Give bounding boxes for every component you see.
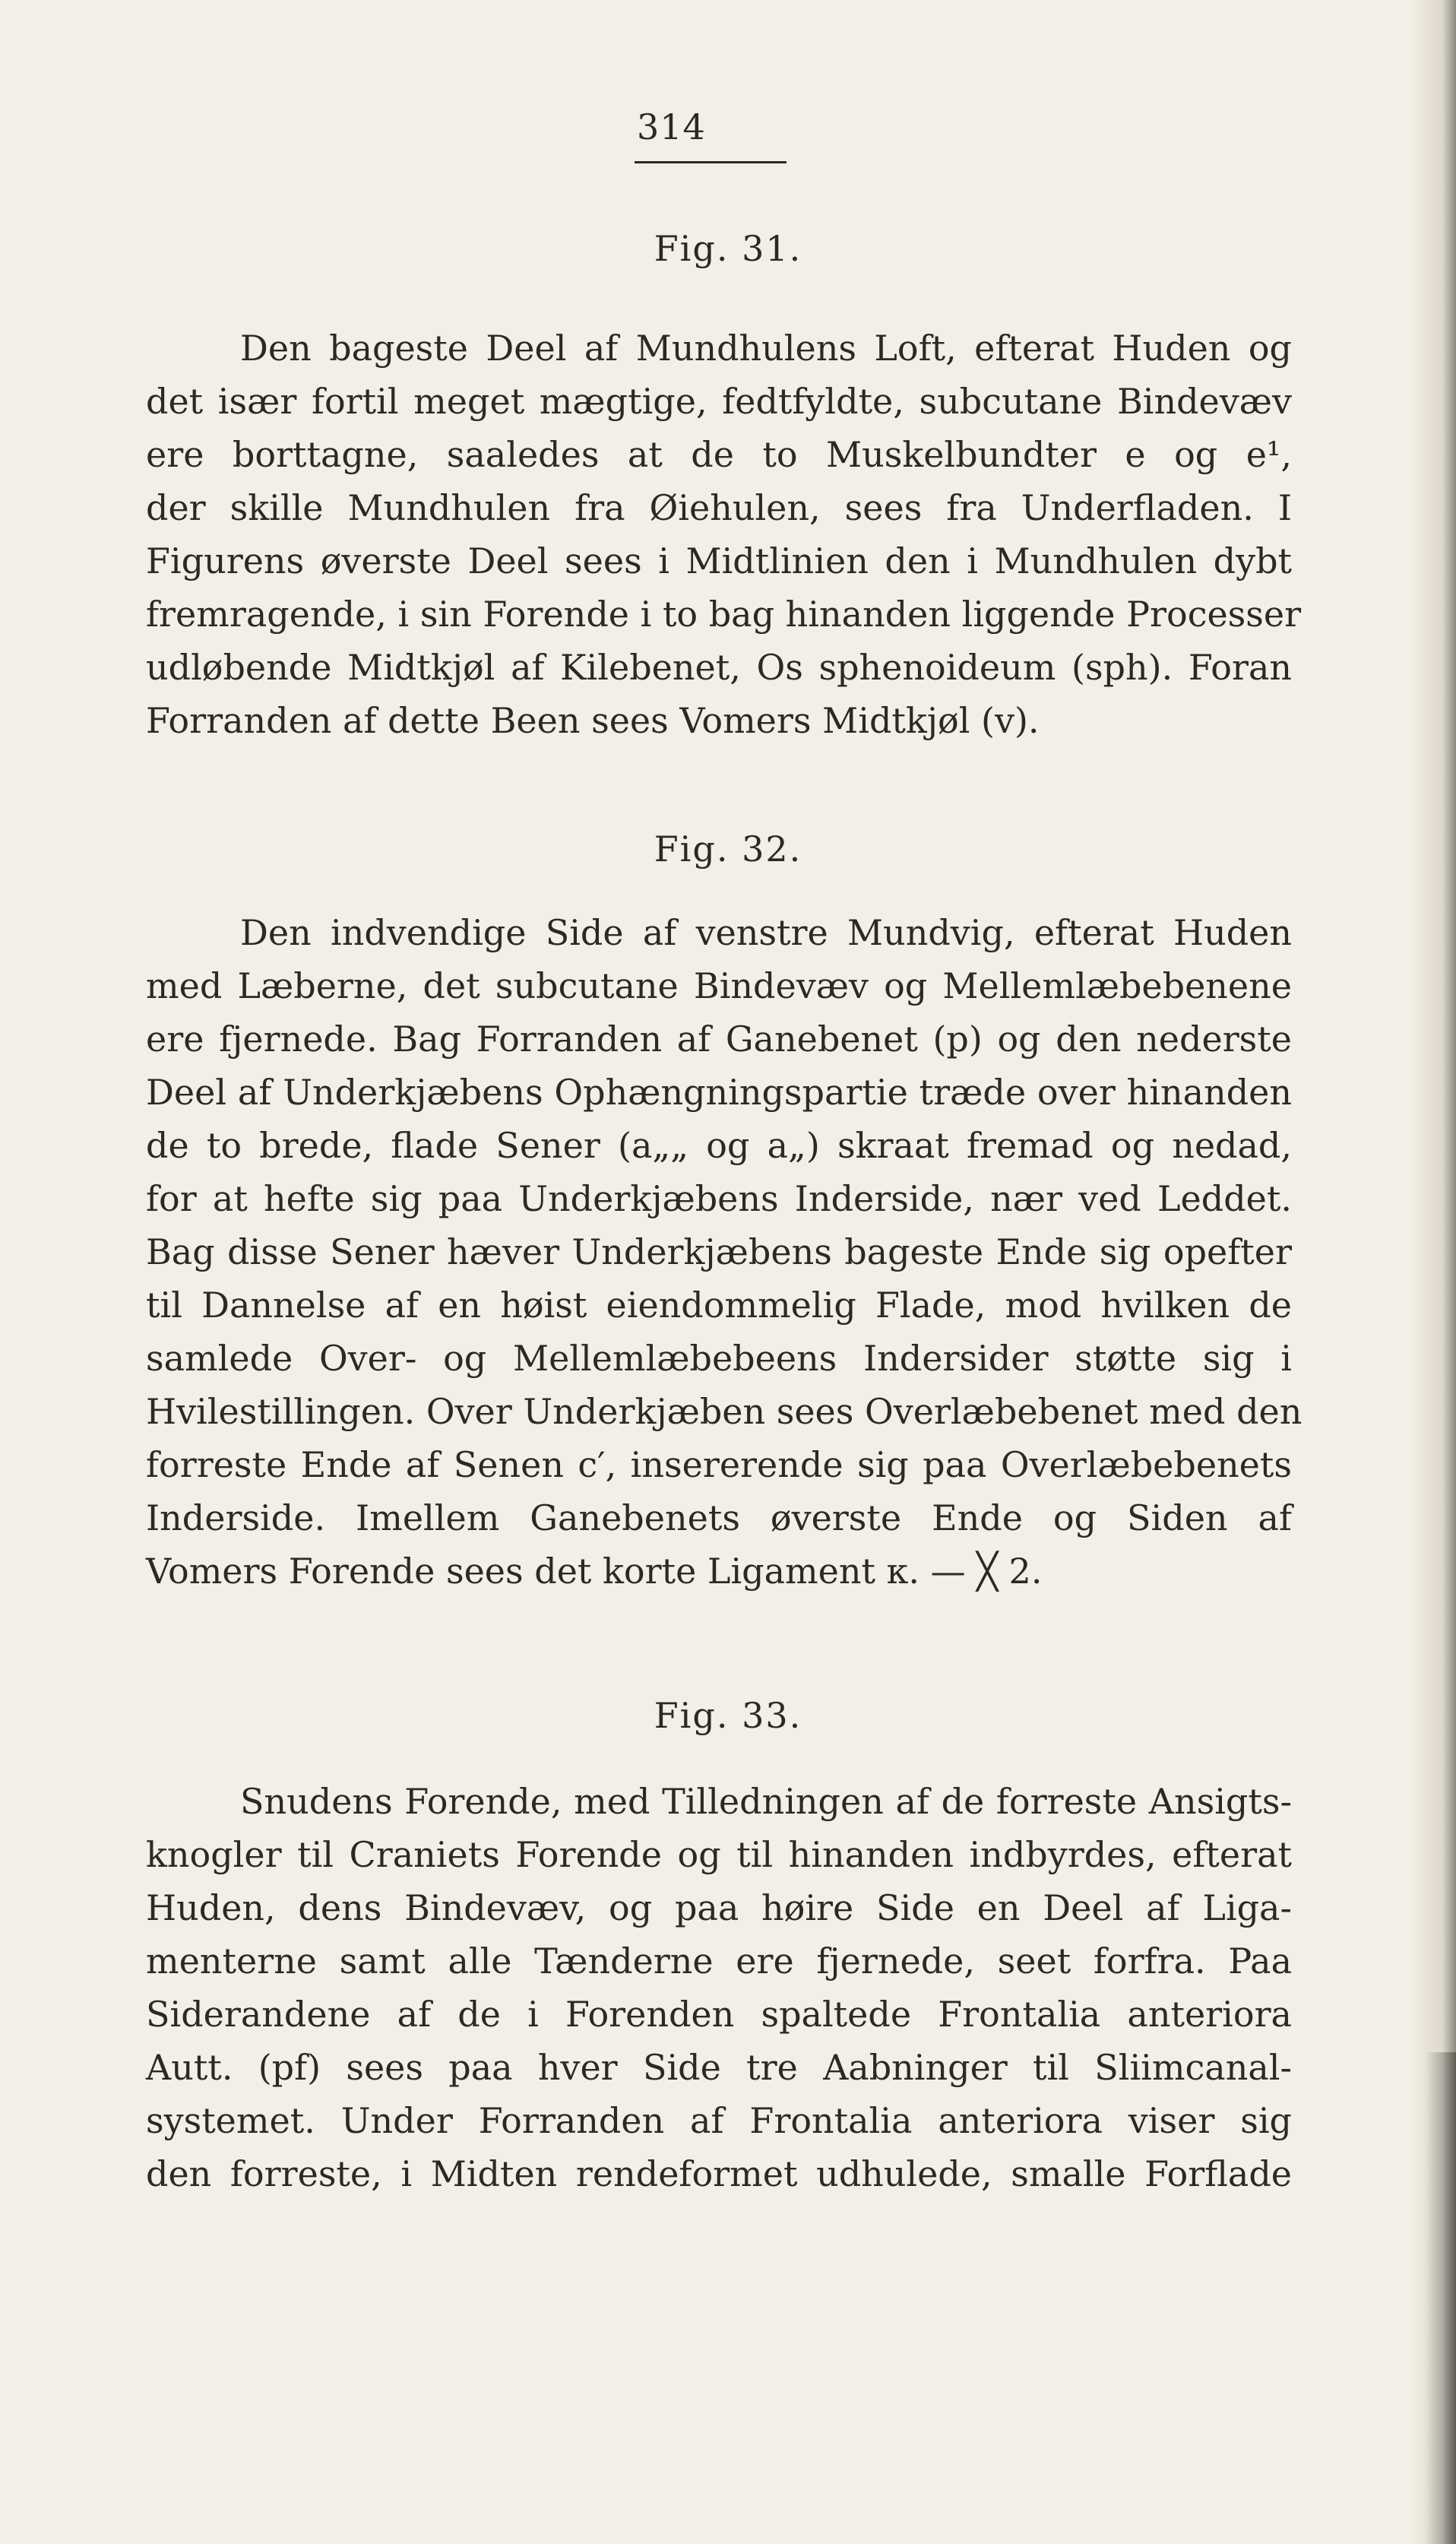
caption-line: Snudens Forende, med Tilledningen af de forreste Ansigts- — [240, 1781, 1292, 1822]
page-edge-shadow-bottom — [1426, 2052, 1456, 2544]
caption-line: med Læberne, det subcutane Bindevæv og Mellemlæbebenene — [146, 965, 1292, 1006]
caption-line: der skille Mundhulen fra Øiehulen, sees fra Underfladen. I — [146, 487, 1292, 528]
caption-line: Deel af Underkjæbens Ophængningspartie træde over hinanden — [146, 1072, 1292, 1113]
caption-line: Inderside. Imellem Ganebenets øverste Ende og Siden af — [146, 1497, 1292, 1538]
fig-31-caption — [146, 322, 1302, 747]
caption-line: Vomers Forende sees det korte Ligament κ. — ╳ 2. — [146, 1551, 1043, 1592]
caption-line: Huden, dens Bindevæv, og paa høire Side en Deel af Liga- — [146, 1887, 1292, 1928]
fig-31-heading: Fig. 31. — [654, 228, 802, 269]
caption-line: knogler til Craniets Forende og til hinanden indbyrdes, efterat — [146, 1834, 1292, 1875]
caption-line: samlede Over- og Mellemlæbebeens Indersider støtte sig i — [146, 1338, 1292, 1379]
caption-line: de to brede, flade Sener (a„„ og a„) skraat fremad og nedad, — [146, 1125, 1292, 1166]
fig-33-caption — [146, 1775, 1292, 2200]
caption-line: til Dannelse af en høist eiendommelig Flade, mod hvilken de — [146, 1285, 1292, 1326]
caption-line: Bag disse Sener hæver Underkjæbens bageste Ende sig opefter — [146, 1231, 1292, 1272]
caption-line: Autt. (pf) sees paa hver Side tre Aabninger til Sliimcanal- — [146, 2047, 1292, 2088]
page-number-rule — [635, 161, 787, 163]
caption-line: udløbende Midtkjøl af Kilebenet, Os sphenoideum (sph). Foran — [146, 647, 1292, 688]
fig-33-heading: Fig. 33. — [654, 1695, 802, 1736]
caption-line: det især fortil meget mægtige, fedtfyldte, subcutane Bindevæv — [146, 381, 1292, 422]
caption-line: Figurens øverste Deel sees i Midtlinien den i Mundhulen dybt — [146, 540, 1292, 581]
caption-line: ere fjernede. Bag Forranden af Ganebenet (p) og den nederste — [146, 1019, 1292, 1060]
page-number: 314 — [637, 106, 706, 147]
caption-line: ere borttagne, saaledes at de to Muskelbundter e og e¹, — [146, 434, 1292, 475]
caption-line: systemet. Under Forranden af Frontalia anteriora viser sig — [146, 2100, 1292, 2141]
caption-line: Den indvendige Side af venstre Mundvig, efterat Huden — [240, 912, 1292, 953]
caption-line: Forranden af dette Been sees Vomers Midtkjøl (v). — [146, 700, 1040, 741]
caption-line: for at hefte sig paa Underkjæbens Inderside, nær ved Leddet. — [146, 1178, 1292, 1219]
caption-line: den forreste, i Midten rendeformet udhulede, smalle Forflade — [146, 2153, 1292, 2194]
caption-line: menterne samt alle Tænderne ere fjernede, seet forfra. Paa — [146, 1940, 1292, 1982]
caption-line: fremragende, i sin Forende i to bag hinanden liggende Processer — [146, 594, 1302, 635]
fig-32-caption — [146, 906, 1302, 1598]
caption-line: Hvilestillingen. Over Underkjæben sees Overlæbebenet med den — [146, 1391, 1302, 1432]
caption-line: Siderandene af de i Forenden spaltede Frontalia anteriora — [146, 1994, 1292, 2035]
caption-line: forreste Ende af Senen c′, insererende sig paa Overlæbebenets — [146, 1444, 1292, 1485]
fig-32-heading: Fig. 32. — [654, 828, 802, 870]
caption-line: Den bageste Deel af Mundhulens Loft, efterat Huden og — [240, 328, 1292, 369]
